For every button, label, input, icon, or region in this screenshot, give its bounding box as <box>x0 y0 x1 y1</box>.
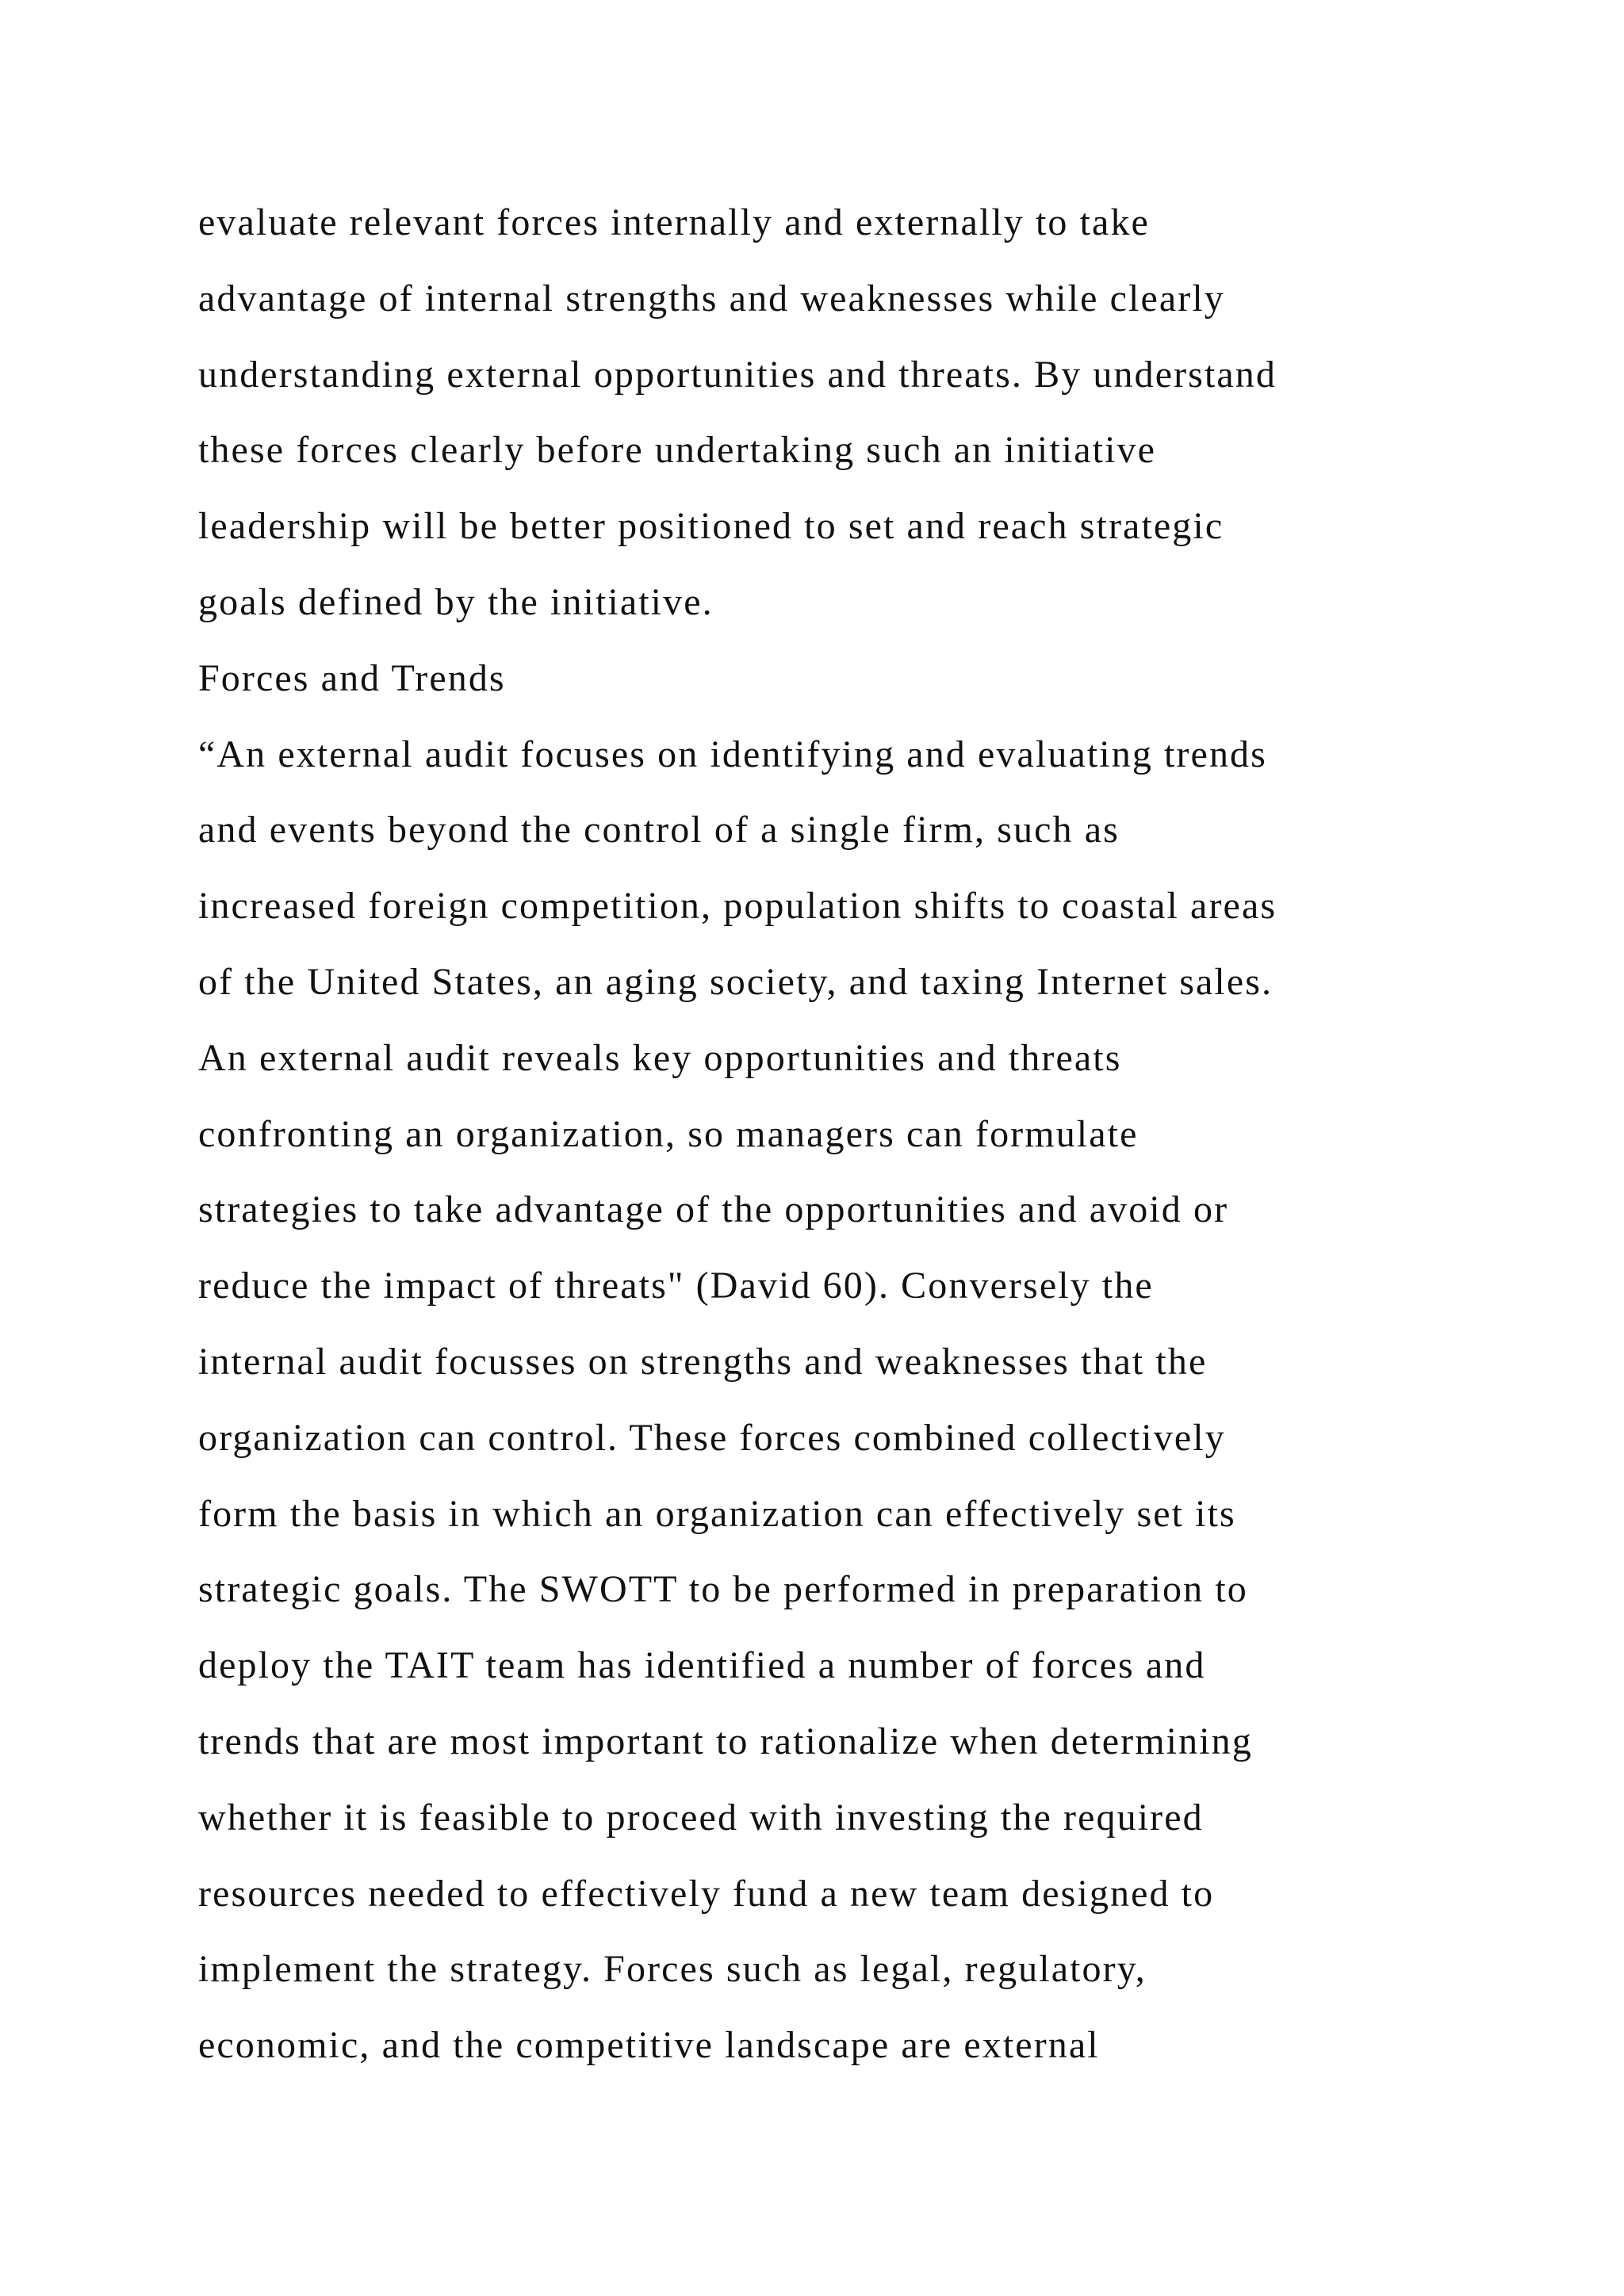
text-line: confronting an organization, so managers can formulate <box>198 1112 1139 1155</box>
text-line: deploy the TAIT team has identified a number of forces and <box>198 1644 1206 1687</box>
text-line: internal audit focusses on strengths and weaknesses that the <box>198 1340 1208 1383</box>
text-line: understanding external opportunities and threats. By understand <box>198 353 1277 396</box>
text-line: implement the strategy. Forces such as legal, regulatory, <box>198 1948 1147 1991</box>
text-line: advantage of internal strengths and weaknesses while clearly <box>198 277 1225 320</box>
text-line: goals defined by the initiative. <box>198 580 714 623</box>
text-line: strategies to take advantage of the opportunities and avoid or <box>198 1188 1229 1231</box>
text-line: of the United States, an aging society, and taxing Internet sales. <box>198 960 1274 1003</box>
text-line: these forces clearly before undertaking such an initiative <box>198 429 1157 472</box>
text-line: economic, and the competitive landscape are external <box>198 2024 1100 2067</box>
text-line: reduce the impact of threats" (David 60). Conversely the <box>198 1265 1154 1307</box>
text-line: whether it is feasible to proceed with investing the required <box>198 1796 1204 1839</box>
section-heading: Forces and Trends <box>198 656 506 699</box>
body-text <box>198 185 1562 2084</box>
text-line: form the basis in which an organization can effectively set its <box>198 1492 1236 1535</box>
text-line: leadership will be better positioned to set and reach strategic <box>198 505 1224 548</box>
text-line: An external audit reveals key opportunities and threats <box>198 1036 1122 1079</box>
text-line: strategic goals. The SWOTT to be performed in preparation to <box>198 1568 1248 1611</box>
text-line: organization can control. These forces combined collectively <box>198 1416 1226 1459</box>
text-line: and events beyond the control of a single firm, such as <box>198 809 1120 851</box>
text-line: resources needed to effectively fund a new team designed to <box>198 1872 1215 1915</box>
text-line: evaluate relevant forces internally and externally to take <box>198 201 1150 243</box>
text-line: increased foreign competition, population shifts to coastal areas <box>198 885 1277 928</box>
text-line: “An external audit focuses on identifying and evaluating trends <box>198 733 1267 775</box>
text-line: trends that are most important to rationalize when determining <box>198 1720 1253 1762</box>
